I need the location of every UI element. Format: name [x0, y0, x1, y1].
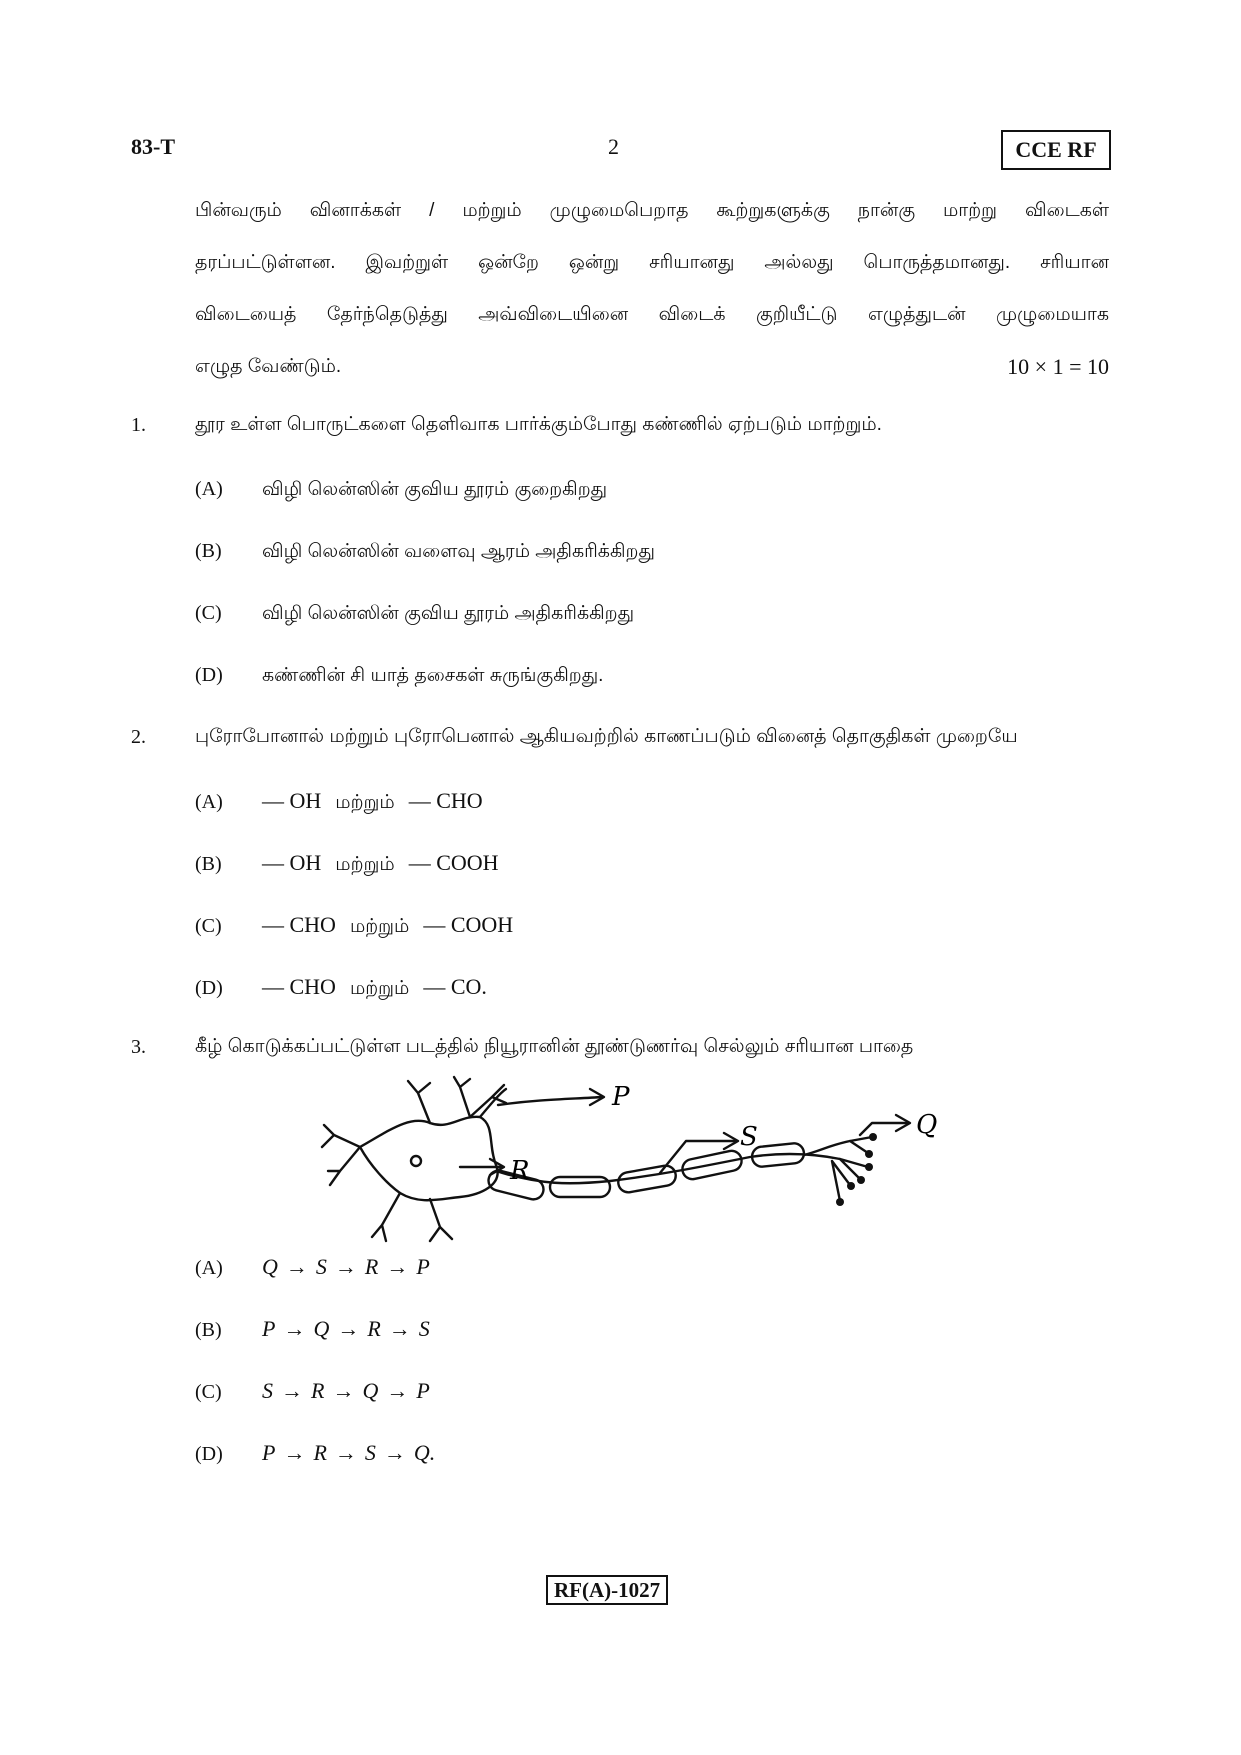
seq-item: R — [311, 1378, 325, 1403]
question-text: புரோபோனால் மற்றும் புரோபெனால் ஆகியவற்றில் காணப்படும் வினைத் தொகுதிகள் முறையே — [195, 726, 1018, 747]
option-label: (C) — [195, 1381, 222, 1403]
arrow-icon: → — [383, 1440, 406, 1465]
option-text: — OH — [262, 788, 322, 813]
paper-code: 83-T — [131, 134, 175, 159]
seq-item: S — [262, 1378, 273, 1403]
option-row — [195, 1316, 430, 1342]
seq-item: Q — [413, 1440, 430, 1465]
seq-item: R — [367, 1316, 381, 1341]
option-row — [195, 850, 499, 878]
option-sequence — [262, 1440, 435, 1466]
question-text: தூர உள்ள பொருட்களை தெளிவாக பார்க்கும்போது கண்ணில் ஏற்படும் மாற்றும். — [195, 414, 882, 435]
option-text: விழி லென்ஸின் வளைவு ஆரம் அதிகரிக்கிறது — [262, 541, 655, 562]
axon-terminal — [804, 1137, 872, 1201]
question-text: கீழ் கொடுக்கப்பட்டுள்ள படத்தில் நியூரானின் தூண்டுணர்வு செல்லும் சரியான பாதை — [195, 1036, 914, 1057]
seq-end: . — [429, 1440, 436, 1465]
seq-item: S — [418, 1316, 430, 1341]
option-label: (B) — [195, 1319, 222, 1341]
seq-item: R — [364, 1254, 379, 1279]
question-number: 1. — [131, 414, 146, 436]
arrow-icon: → — [334, 1254, 357, 1279]
arrow-to-p — [498, 1097, 602, 1105]
arrow-icon: → — [334, 1440, 357, 1465]
option-row — [195, 788, 483, 816]
option-row — [195, 1254, 430, 1280]
arrow-icon: → — [283, 1316, 306, 1341]
nucleus — [411, 1156, 421, 1166]
option-text: — CHO — [262, 912, 336, 937]
seq-item: Q — [313, 1316, 330, 1341]
arrow-icon: → — [332, 1378, 355, 1403]
option-label: (A) — [195, 1257, 223, 1279]
seq-item: S — [315, 1254, 327, 1279]
arrow-icon: → — [283, 1440, 306, 1465]
option-label: (C) — [195, 915, 222, 937]
seq-item: P — [262, 1440, 276, 1465]
dendrite — [408, 1081, 430, 1123]
arrow-icon: → — [386, 1254, 409, 1279]
terminal-bulb — [865, 1150, 873, 1158]
seq-item: P — [416, 1378, 430, 1403]
terminal-bulb — [865, 1163, 873, 1171]
option-row — [195, 912, 513, 940]
arrow-icon: → — [281, 1378, 303, 1403]
instruction-line: பின்வரும் வினாக்கள் / மற்றும் முழுமைபெறாத கூற்றுகளுக்கு நான்கு மாற்று விடைகள் — [195, 200, 1109, 221]
option-text: — CO. — [423, 974, 487, 999]
option-label: (B) — [195, 853, 222, 875]
instruction-line: எழுத வேண்டும். — [195, 356, 342, 377]
arrow-icon: → — [337, 1316, 360, 1341]
terminal-bulb — [847, 1182, 855, 1190]
option-text: — OH — [262, 850, 322, 875]
axon — [496, 1154, 840, 1183]
terminal-bulb — [836, 1198, 844, 1206]
question-number: 3. — [131, 1036, 146, 1058]
option-row — [195, 478, 607, 503]
option-row — [195, 602, 634, 627]
option-label: (D) — [195, 664, 223, 686]
terminal-bulb — [857, 1176, 865, 1184]
marks-allocation: 10 × 1 = 10 — [1007, 354, 1109, 379]
option-conjunction: மற்றும் — [349, 978, 410, 999]
neuron-diagram — [320, 1075, 940, 1250]
terminal-bulb — [869, 1133, 877, 1141]
option-text: விழி லென்ஸின் குவிய தூரம் குறைகிறது — [262, 479, 608, 500]
label-r: R — [510, 1156, 530, 1186]
series-box: CCE RF — [1001, 130, 1111, 170]
myelin-sheath — [550, 1177, 610, 1197]
arrow-icon: → — [386, 1378, 409, 1403]
seq-item: Q — [362, 1378, 379, 1403]
instructions — [195, 196, 1109, 404]
option-conjunction: மற்றும் — [335, 792, 395, 813]
option-row — [195, 974, 487, 1002]
option-text: கண்ணின் சி யாத் தசைகள் சுருங்குகிறது. — [262, 665, 604, 686]
option-row — [195, 540, 655, 565]
instruction-line-last — [195, 352, 1109, 404]
option-text: விழி லென்ஸின் குவிய தூரம் அதிகரிக்கிறது — [262, 603, 635, 624]
page-number: 2 — [608, 134, 619, 159]
arrow-icon: → — [285, 1254, 308, 1279]
cell-body — [360, 1117, 498, 1200]
seq-item: S — [364, 1440, 376, 1465]
option-row — [195, 664, 603, 689]
instruction-line: விடையைத் தேர்ந்தெடுத்து அவ்விடையினை விடைக் குறியீட்டு எழுத்துடன் முழுமையாக — [195, 304, 1109, 325]
label-s: S — [740, 1122, 758, 1152]
option-label: (A) — [195, 478, 223, 500]
option-text: — COOH — [423, 912, 514, 937]
option-text: — CHO — [408, 788, 483, 813]
instruction-line: தரப்பட்டுள்ளன. இவற்றுள் ஒன்றே ஒன்று சரியானது அல்லது பொருத்தமானது. சரியான — [195, 252, 1109, 273]
dendrite — [322, 1125, 360, 1185]
option-label: (B) — [195, 540, 222, 562]
seq-item: Q — [262, 1254, 278, 1279]
seq-item: P — [416, 1254, 430, 1279]
option-label: (D) — [195, 977, 223, 999]
seq-item: R — [313, 1440, 327, 1465]
seq-item: P — [262, 1316, 276, 1341]
option-conjunction: மற்றும் — [349, 916, 410, 937]
option-label: (A) — [195, 791, 223, 813]
label-p: P — [612, 1082, 630, 1112]
option-row — [195, 1440, 435, 1466]
option-sequence — [262, 1316, 430, 1342]
label-q: Q — [916, 1110, 938, 1140]
option-sequence — [262, 1254, 430, 1280]
option-label: (D) — [195, 1443, 223, 1465]
footer-code: RF(A)-1027 — [546, 1575, 668, 1605]
option-conjunction: மற்றும் — [335, 854, 395, 875]
option-row — [195, 1378, 430, 1404]
option-label: (C) — [195, 602, 222, 624]
option-text: — COOH — [408, 850, 499, 875]
arrow-icon: → — [388, 1316, 411, 1341]
option-text: — CHO — [262, 974, 336, 999]
question-number: 2. — [131, 726, 146, 748]
option-sequence — [262, 1378, 430, 1404]
